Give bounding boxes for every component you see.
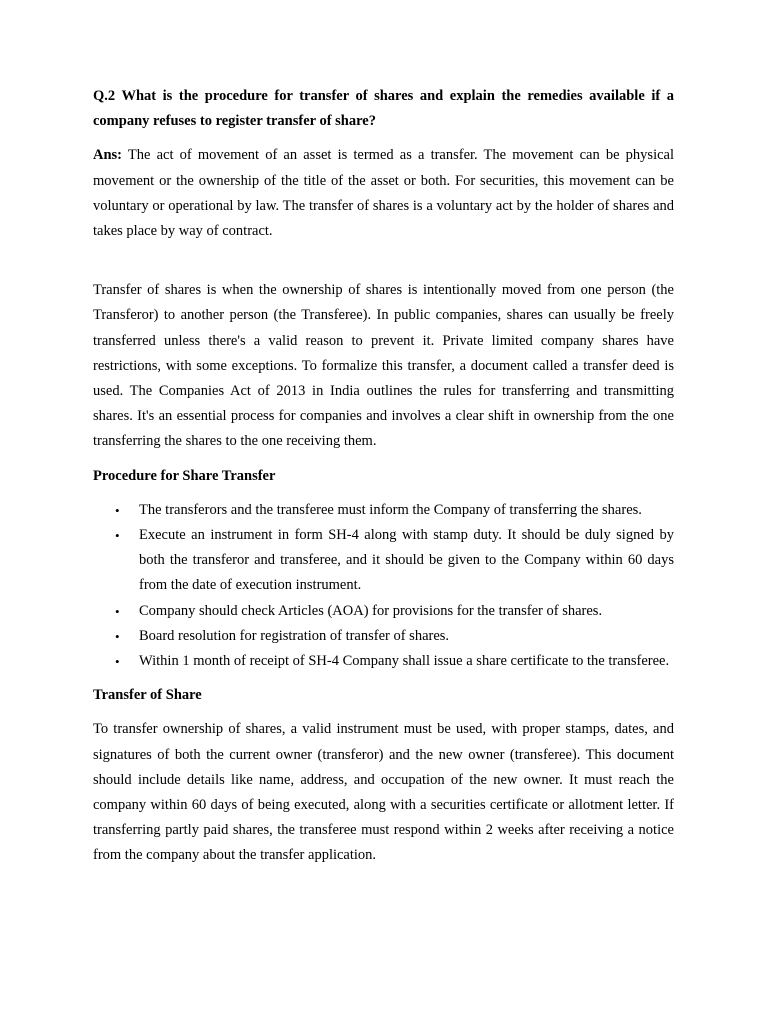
procedure-heading: Procedure for Share Transfer <box>93 467 276 484</box>
list-item <box>93 523 674 599</box>
list-item-text: Company should check Articles (AOA) for provisions for the transfer of shares. <box>139 602 603 619</box>
list-item <box>93 624 674 649</box>
answer-text: The act of movement of an asset is termed as a transfer. The movement can be physical movement or the ownership of the title of the asset or both. For securities, this movement can be voluntary or operational by law. The transfer of shares is a voluntary act by the holder of shares and takes place by way of contract. <box>93 147 674 240</box>
bullet-icon: • <box>115 502 120 518</box>
question-heading: Q.2 What is the procedure for transfer of shares and explain the remedies available if a company refuses to register transfer of share? <box>93 88 674 130</box>
list-item <box>93 649 674 674</box>
list-item <box>93 498 674 523</box>
spacer <box>93 489 674 498</box>
bullet-icon: • <box>115 654 120 670</box>
list-item-text: The transferors and the transferee must inform the Company of transferring the shares. <box>139 501 642 518</box>
intro-paragraph: Transfer of shares is when the ownership of shares is intentionally moved from one person (the Transferor) to another person (the Transferee). In public companies, shares can usually be freely transferred unless there's a valid reason to prevent it. Private limited company shares have restrictions, with some exceptions. To formalize this transfer, a document called a transfer deed is used. The Companies Act of 2013 in India outlines the rules for transferring and transmitting shares. It's an essential process for companies and involves a clear shift in ownership from the one transferring the shares to the one receiving them. <box>93 282 674 450</box>
spacer <box>93 708 674 717</box>
spacer <box>93 244 674 278</box>
procedure-list <box>93 498 674 674</box>
bullet-icon: • <box>115 603 120 619</box>
answer-paragraph <box>93 143 674 244</box>
list-item-text: Board resolution for registration of transfer of shares. <box>139 627 450 644</box>
bullet-icon: • <box>115 628 120 644</box>
transfer-of-share-heading: Transfer of Share <box>93 687 202 704</box>
spacer <box>93 455 674 464</box>
document-page <box>93 84 674 869</box>
transfer-of-share-paragraph: To transfer ownership of shares, a valid instrument must be used, with proper stamps, dates, and signatures of both the current owner (transferor) and the new owner (transferee). This document should include details like name, address, and occupation of the new owner. It must reach the company within 60 days of being executed, along with a securities certificate or allotment letter. If transferring partly paid shares, the transferee must respond within 2 weeks after receiving a notice from the company about the transfer application. <box>93 721 674 864</box>
list-item-text: Execute an instrument in form SH-4 along with stamp duty. It should be duly signed by both the transferor and transferee, and it should be given to the Company within 60 days from the date of execution instrument. <box>139 527 674 594</box>
list-item <box>93 599 674 624</box>
spacer <box>93 674 674 683</box>
bullet-icon: • <box>115 528 120 544</box>
list-item-text: Within 1 month of receipt of SH-4 Company shall issue a share certificate to the transferee. <box>139 653 670 670</box>
answer-label: Ans: <box>93 147 123 164</box>
spacer <box>93 134 674 143</box>
